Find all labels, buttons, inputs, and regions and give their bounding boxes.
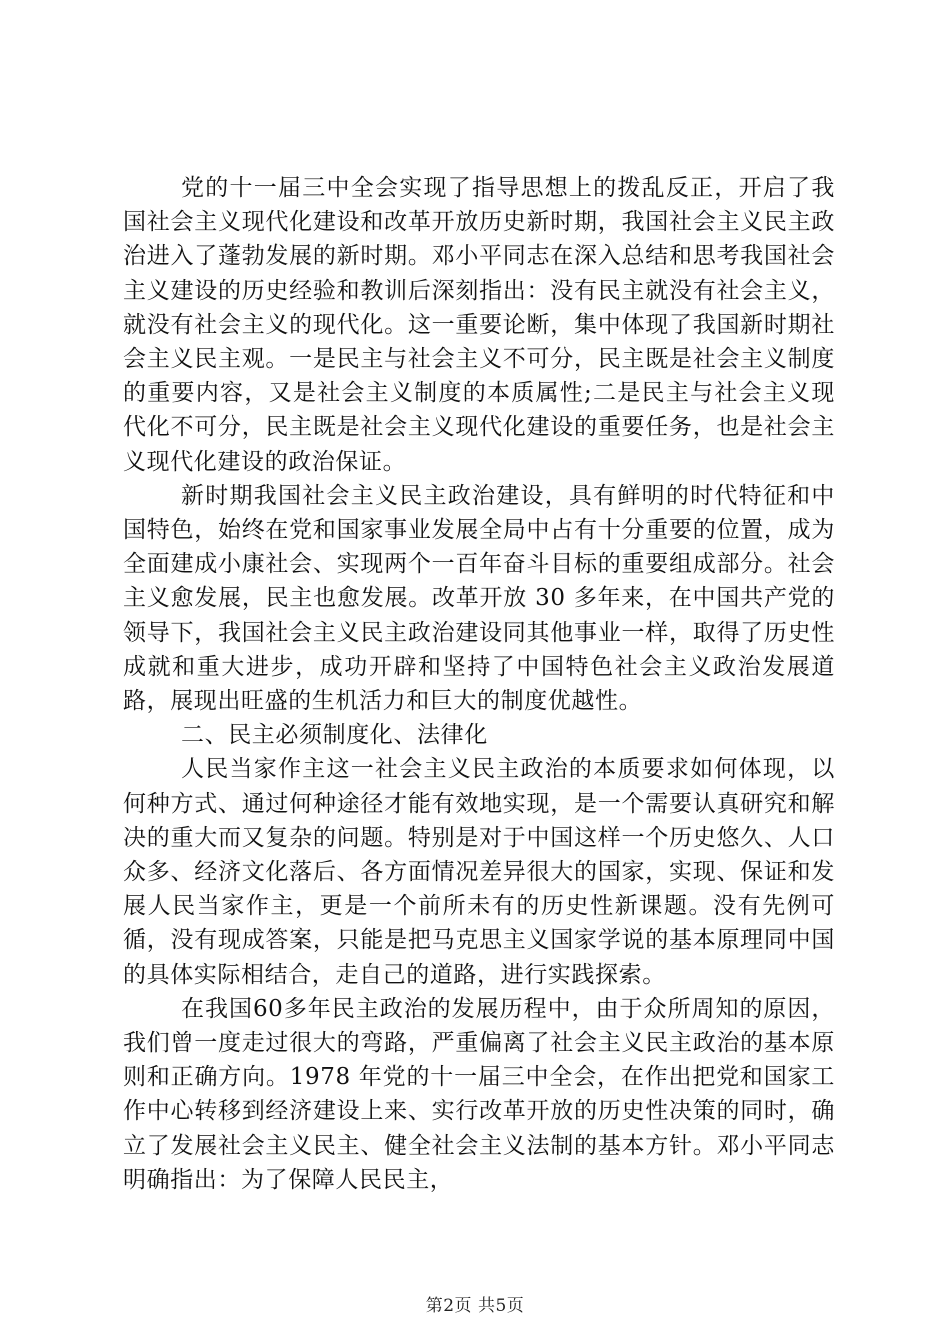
section-heading: 二、民主必须制度化、法律化 — [181, 722, 488, 749]
paragraph: 在我国60多年民主政治的发展历程中，由于众所周知的原因，我们曾一度走过很大的弯路，严重偏离了社会主义民主政治的基本原则和正确方向。1978 年党的十一届三中全会，在作出把党和国家工作中心转移到经济建设上来、实行改革开放的历史性决策的同时，确立了发展社会主义民主、健全社会主义法制的基本方针。邓小平同志明确指出：为了保障人民民主， — [123, 995, 835, 1193]
document-body — [123, 171, 835, 1197]
page-footer: 第2页 共5页 — [425, 1296, 525, 1316]
paragraph: 新时期我国社会主义民主政治建设，具有鲜明的时代特征和中国特色，始终在党和国家事业发展全局中占有十分重要的位置，成为全面建成小康社会、实现两个一百年奋斗目标的重要组成部分。社会主义愈发展，民主也愈发展。改革开放 30 多年来，在中国共产党的领导下，我国社会主义民主政治建设同其他事业一样，取得了历史性成就和重大进步，成功开辟和坚持了中国特色社会主义政治发展道路，展现出旺盛的生机活力和巨大的制度优越性。 — [123, 482, 835, 715]
paragraph: 人民当家作主这一社会主义民主政治的本质要求如何体现，以何种方式、通过何种途径才能有效地实现，是一个需要认真研究和解决的重大而又复杂的问题。特别是对于中国这样一个历史悠久、人口众多、经济文化落后、各方面情况差异很大的国家，实现、保证和发展人民当家作主，更是一个前所未有的历史性新课题。没有先例可循，没有现成答案，只能是把马克思主义国家学说的基本原理同中国的具体实际相结合，走自己的道路，进行实践探索。 — [123, 756, 835, 988]
paragraph: 党的十一届三中全会实现了指导思想上的拨乱反正，开启了我国社会主义现代化建设和改革开放历史新时期，我国社会主义民主政治进入了蓬勃发展的新时期。邓小平同志在深入总结和思考我国社会主义建设的历史经验和教训后深刻指出：没有民主就没有社会主义，就没有社会主义的现代化。这一重要论断，集中体现了我国新时期社会主义民主观。一是民主与社会主义不可分，民主既是社会主义制度的重要内容，又是社会主义制度的本质属性;二是民主与社会主义现代化不可分，民主既是社会主义现代化建设的重要任务，也是社会主义现代化建设的政治保证。 — [123, 175, 835, 475]
